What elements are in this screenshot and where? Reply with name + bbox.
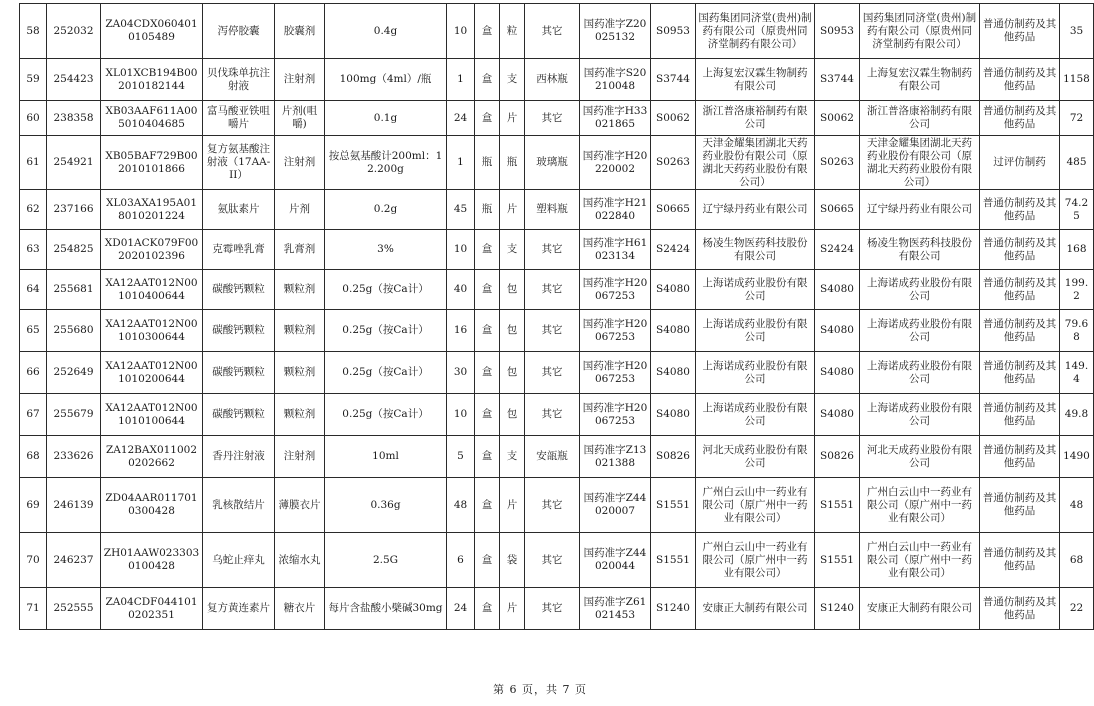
min-unit-cell: 袋 [500,533,525,588]
producer-code-cell: S0062 [651,101,696,136]
pack-quantity-cell: 10 [447,394,475,436]
row-number-cell: 60 [20,101,47,136]
drug-name-cell: 克霉唑乳膏 [203,230,275,270]
min-unit-cell: 包 [500,310,525,352]
specification-cell: 0.25g（按Ca计） [325,352,447,394]
packaging-material-cell: 其它 [525,478,580,533]
drug-name-cell: 复方氨基酸注射液（17AA-II） [203,136,275,190]
producer-code-cell: S1551 [651,478,696,533]
pack-unit-cell: 盒 [475,270,500,310]
dosage-form-cell: 乳膏剂 [275,230,325,270]
drug-name-cell: 碳酸钙颗粒 [203,352,275,394]
producer-code-cell: S4080 [651,352,696,394]
producer-code-cell: S0953 [651,4,696,59]
holder-name-cell: 安康正大制药有限公司 [860,588,980,630]
specification-cell: 按总氨基酸计200ml：12.200g [325,136,447,190]
approval-number-cell: 国药准字H21022840 [580,190,651,230]
packaging-material-cell: 塑料瓶 [525,190,580,230]
drug-id-cell: 252032 [47,4,101,59]
dosage-form-cell: 片剂 [275,190,325,230]
drug-code-cell: XA12AAT012N001010300644 [101,310,203,352]
approval-number-cell: 国药准字Z20025132 [580,4,651,59]
min-unit-cell: 瓶 [500,136,525,190]
pack-unit-cell: 盒 [475,478,500,533]
packaging-material-cell: 其它 [525,230,580,270]
pack-quantity-cell: 6 [447,533,475,588]
drug-name-cell: 乌蛇止痒丸 [203,533,275,588]
drug-name-cell: 碳酸钙颗粒 [203,394,275,436]
row-number-cell: 68 [20,436,47,478]
dosage-form-cell: 颗粒剂 [275,394,325,436]
holder-name-cell: 上海复宏汉霖生物制药有限公司 [860,59,980,101]
producer-name-cell: 上海诺成药业股份有限公司 [696,394,815,436]
producer-code-cell: S0263 [651,136,696,190]
drug-name-cell: 贝伐珠单抗注射液 [203,59,275,101]
producer-name-cell: 浙江普洛康裕制药有限公司 [696,101,815,136]
specification-cell: 0.4g [325,4,447,59]
producer-name-cell: 辽宁绿丹药业有限公司 [696,190,815,230]
holder-code-cell: S0953 [815,4,860,59]
row-number-cell: 58 [20,4,47,59]
table-row [20,190,1094,230]
dosage-form-cell: 胶囊剂 [275,4,325,59]
specification-cell: 0.1g [325,101,447,136]
pack-quantity-cell: 30 [447,352,475,394]
approval-number-cell: 国药准字H33021865 [580,101,651,136]
drug-code-cell: ZA12BAX0110020202662 [101,436,203,478]
drug-name-cell: 氨肽素片 [203,190,275,230]
packaging-material-cell: 其它 [525,588,580,630]
drug-category-cell: 普通仿制药及其他药品 [980,270,1060,310]
holder-code-cell: S4080 [815,270,860,310]
min-unit-cell: 支 [500,230,525,270]
drug-id-cell: 255680 [47,310,101,352]
packaging-material-cell: 其它 [525,4,580,59]
producer-name-cell: 河北天成药业股份有限公司 [696,436,815,478]
producer-name-cell: 国药集团同济堂(贵州)制药有限公司（原贵州同济堂制药有限公司） [696,4,815,59]
table-row [20,4,1094,59]
drug-id-cell: 252649 [47,352,101,394]
min-unit-cell: 包 [500,394,525,436]
holder-name-cell: 上海诺成药业股份有限公司 [860,310,980,352]
pack-unit-cell: 盒 [475,101,500,136]
min-unit-cell: 片 [500,478,525,533]
dosage-form-cell: 糖衣片 [275,588,325,630]
pack-unit-cell: 盒 [475,4,500,59]
row-number-cell: 67 [20,394,47,436]
producer-name-cell: 广州白云山中一药业有限公司（原广州中一药业有限公司） [696,533,815,588]
table-row [20,352,1094,394]
holder-code-cell: S1551 [815,533,860,588]
drug-name-cell: 富马酸亚铁咀嚼片 [203,101,275,136]
table-row [20,588,1094,630]
drug-name-cell: 泻停胶囊 [203,4,275,59]
drug-category-cell: 普通仿制药及其他药品 [980,101,1060,136]
min-unit-cell: 粒 [500,4,525,59]
pack-unit-cell: 盒 [475,352,500,394]
drug-code-cell: ZD04AAR0117010300428 [101,478,203,533]
drug-category-cell: 普通仿制药及其他药品 [980,4,1060,59]
min-unit-cell: 包 [500,270,525,310]
table-row [20,478,1094,533]
producer-name-cell: 广州白云山中一药业有限公司（原广州中一药业有限公司） [696,478,815,533]
drug-category-cell: 普通仿制药及其他药品 [980,310,1060,352]
drug-category-cell: 普通仿制药及其他药品 [980,190,1060,230]
pack-quantity-cell: 24 [447,588,475,630]
row-number-cell: 66 [20,352,47,394]
approval-number-cell: 国药准字H20067253 [580,394,651,436]
dosage-form-cell: 注射剂 [275,436,325,478]
drug-category-cell: 普通仿制药及其他药品 [980,394,1060,436]
price-cell: 1158 [1060,59,1094,101]
drug-id-cell: 233626 [47,436,101,478]
producer-code-cell: S0826 [651,436,696,478]
drug-category-cell: 普通仿制药及其他药品 [980,230,1060,270]
packaging-material-cell: 玻璃瓶 [525,136,580,190]
table-body [20,4,1094,630]
pack-quantity-cell: 1 [447,59,475,101]
row-number-cell: 62 [20,190,47,230]
price-cell: 72 [1060,101,1094,136]
drug-code-cell: ZA04CDX0604010105489 [101,4,203,59]
producer-code-cell: S0665 [651,190,696,230]
price-cell: 1490 [1060,436,1094,478]
holder-name-cell: 辽宁绿丹药业有限公司 [860,190,980,230]
pack-unit-cell: 瓶 [475,136,500,190]
drug-name-cell: 碳酸钙颗粒 [203,310,275,352]
holder-name-cell: 国药集团同济堂(贵州)制药有限公司（原贵州同济堂制药有限公司） [860,4,980,59]
dosage-form-cell: 颗粒剂 [275,270,325,310]
holder-code-cell: S3744 [815,59,860,101]
row-number-cell: 65 [20,310,47,352]
packaging-material-cell: 其它 [525,533,580,588]
specification-cell: 0.25g（按Ca计） [325,310,447,352]
dosage-form-cell: 薄膜衣片 [275,478,325,533]
packaging-material-cell: 西林瓶 [525,59,580,101]
table-row [20,230,1094,270]
holder-code-cell: S4080 [815,310,860,352]
row-number-cell: 71 [20,588,47,630]
price-cell: 35 [1060,4,1094,59]
drug-name-cell: 碳酸钙颗粒 [203,270,275,310]
row-number-cell: 64 [20,270,47,310]
specification-cell: 每片含盐酸小檗碱30mg [325,588,447,630]
producer-name-cell: 安康正大制药有限公司 [696,588,815,630]
packaging-material-cell: 其它 [525,270,580,310]
holder-code-cell: S0263 [815,136,860,190]
holder-name-cell: 浙江普洛康裕制药有限公司 [860,101,980,136]
row-number-cell: 69 [20,478,47,533]
row-number-cell: 63 [20,230,47,270]
approval-number-cell: 国药准字H20067253 [580,352,651,394]
min-unit-cell: 片 [500,190,525,230]
pack-unit-cell: 盒 [475,533,500,588]
holder-name-cell: 上海诺成药业股份有限公司 [860,270,980,310]
drug-category-cell: 普通仿制药及其他药品 [980,352,1060,394]
dosage-form-cell: 注射剂 [275,59,325,101]
specification-cell: 0.25g（按Ca计） [325,270,447,310]
approval-number-cell: 国药准字H20067253 [580,310,651,352]
price-cell: 485 [1060,136,1094,190]
drug-id-cell: 237166 [47,190,101,230]
specification-cell: 3% [325,230,447,270]
dosage-form-cell: 注射剂 [275,136,325,190]
drug-id-cell: 252555 [47,588,101,630]
pack-unit-cell: 盒 [475,230,500,270]
holder-code-cell: S1551 [815,478,860,533]
price-cell: 22 [1060,588,1094,630]
pack-quantity-cell: 1 [447,136,475,190]
pack-unit-cell: 盒 [475,59,500,101]
min-unit-cell: 支 [500,436,525,478]
drug-code-cell: XD01ACK079F002020102396 [101,230,203,270]
price-cell: 199.2 [1060,270,1094,310]
page-footer: 第 6 页，共 7 页 [493,683,587,696]
dosage-form-cell: 颗粒剂 [275,310,325,352]
table-row [20,270,1094,310]
drug-code-cell: XA12AAT012N001010100644 [101,394,203,436]
holder-name-cell: 广州白云山中一药业有限公司（原广州中一药业有限公司） [860,478,980,533]
holder-code-cell: S0062 [815,101,860,136]
holder-code-cell: S1240 [815,588,860,630]
packaging-material-cell: 其它 [525,310,580,352]
row-number-cell: 59 [20,59,47,101]
pack-quantity-cell: 16 [447,310,475,352]
drug-price-table [19,3,1094,630]
min-unit-cell: 支 [500,59,525,101]
drug-name-cell: 复方黄连素片 [203,588,275,630]
producer-name-cell: 上海复宏汉霖生物制药有限公司 [696,59,815,101]
producer-code-cell: S3744 [651,59,696,101]
drug-id-cell: 254423 [47,59,101,101]
pack-unit-cell: 盒 [475,436,500,478]
drug-code-cell: ZA04CDF0441010202351 [101,588,203,630]
drug-id-cell: 238358 [47,101,101,136]
min-unit-cell: 片 [500,101,525,136]
holder-code-cell: S0826 [815,436,860,478]
approval-number-cell: 国药准字H20067253 [580,270,651,310]
producer-code-cell: S4080 [651,270,696,310]
row-number-cell: 70 [20,533,47,588]
price-cell: 79.68 [1060,310,1094,352]
specification-cell: 0.36g [325,478,447,533]
holder-name-cell: 杨凌生物医药科技股份有限公司 [860,230,980,270]
pack-quantity-cell: 5 [447,436,475,478]
holder-code-cell: S0665 [815,190,860,230]
price-cell: 48 [1060,478,1094,533]
min-unit-cell: 包 [500,352,525,394]
pack-quantity-cell: 45 [447,190,475,230]
pack-quantity-cell: 10 [447,4,475,59]
pack-quantity-cell: 40 [447,270,475,310]
table-row [20,394,1094,436]
producer-code-cell: S1551 [651,533,696,588]
drug-category-cell: 普通仿制药及其他药品 [980,59,1060,101]
drug-code-cell: XL01XCB194B002010182144 [101,59,203,101]
producer-code-cell: S4080 [651,310,696,352]
pack-unit-cell: 盒 [475,310,500,352]
holder-name-cell: 上海诺成药业股份有限公司 [860,352,980,394]
drug-id-cell: 246139 [47,478,101,533]
producer-name-cell: 天津金耀集团湖北天药药业股份有限公司（原湖北天药药业股份有限公司） [696,136,815,190]
drug-category-cell: 过评仿制药 [980,136,1060,190]
specification-cell: 100mg（4ml）/瓶 [325,59,447,101]
table-row [20,310,1094,352]
holder-name-cell: 河北天成药业股份有限公司 [860,436,980,478]
pack-quantity-cell: 48 [447,478,475,533]
drug-id-cell: 255681 [47,270,101,310]
min-unit-cell: 片 [500,588,525,630]
price-cell: 168 [1060,230,1094,270]
drug-name-cell: 乳核散结片 [203,478,275,533]
price-cell: 74.25 [1060,190,1094,230]
drug-category-cell: 普通仿制药及其他药品 [980,436,1060,478]
approval-number-cell: 国药准字S20210048 [580,59,651,101]
approval-number-cell: 国药准字H61023134 [580,230,651,270]
approval-number-cell: 国药准字H20220002 [580,136,651,190]
producer-name-cell: 杨凌生物医药科技股份有限公司 [696,230,815,270]
packaging-material-cell: 其它 [525,394,580,436]
specification-cell: 0.2g [325,190,447,230]
drug-code-cell: ZH01AAW0233030100428 [101,533,203,588]
drug-category-cell: 普通仿制药及其他药品 [980,533,1060,588]
drug-code-cell: XB03AAF611A005010404685 [101,101,203,136]
drug-code-cell: XA12AAT012N001010400644 [101,270,203,310]
approval-number-cell: 国药准字Z44020007 [580,478,651,533]
producer-name-cell: 上海诺成药业股份有限公司 [696,270,815,310]
table-row [20,436,1094,478]
approval-number-cell: 国药准字Z61021453 [580,588,651,630]
packaging-material-cell: 安瓿瓶 [525,436,580,478]
producer-code-cell: S1240 [651,588,696,630]
table-row [20,533,1094,588]
holder-name-cell: 上海诺成药业股份有限公司 [860,394,980,436]
price-cell: 49.8 [1060,394,1094,436]
drug-id-cell: 246237 [47,533,101,588]
packaging-material-cell: 其它 [525,101,580,136]
holder-code-cell: S2424 [815,230,860,270]
producer-code-cell: S4080 [651,394,696,436]
row-number-cell: 61 [20,136,47,190]
holder-code-cell: S4080 [815,352,860,394]
holder-name-cell: 广州白云山中一药业有限公司（原广州中一药业有限公司） [860,533,980,588]
dosage-form-cell: 颗粒剂 [275,352,325,394]
producer-name-cell: 上海诺成药业股份有限公司 [696,352,815,394]
pack-unit-cell: 盒 [475,588,500,630]
producer-name-cell: 上海诺成药业股份有限公司 [696,310,815,352]
dosage-form-cell: 片剂(咀嚼) [275,101,325,136]
drug-category-cell: 普通仿制药及其他药品 [980,478,1060,533]
pack-quantity-cell: 24 [447,101,475,136]
table-row [20,59,1094,101]
price-cell: 68 [1060,533,1094,588]
specification-cell: 10ml [325,436,447,478]
drug-category-cell: 普通仿制药及其他药品 [980,588,1060,630]
drug-id-cell: 254825 [47,230,101,270]
dosage-form-cell: 浓缩水丸 [275,533,325,588]
approval-number-cell: 国药准字Z44020044 [580,533,651,588]
drug-id-cell: 255679 [47,394,101,436]
table-row [20,136,1094,190]
pack-quantity-cell: 10 [447,230,475,270]
packaging-material-cell: 其它 [525,352,580,394]
drug-code-cell: XB05BAF729B002010101866 [101,136,203,190]
specification-cell: 2.5G [325,533,447,588]
drug-code-cell: XL03AXA195A018010201224 [101,190,203,230]
holder-code-cell: S4080 [815,394,860,436]
table-row [20,101,1094,136]
holder-name-cell: 天津金耀集团湖北天药药业股份有限公司（原湖北天药药业股份有限公司） [860,136,980,190]
price-cell: 149.4 [1060,352,1094,394]
pack-unit-cell: 瓶 [475,190,500,230]
drug-id-cell: 254921 [47,136,101,190]
specification-cell: 0.25g（按Ca计） [325,394,447,436]
producer-code-cell: S2424 [651,230,696,270]
drug-code-cell: XA12AAT012N001010200644 [101,352,203,394]
drug-name-cell: 香丹注射液 [203,436,275,478]
approval-number-cell: 国药准字Z13021388 [580,436,651,478]
pack-unit-cell: 盒 [475,394,500,436]
